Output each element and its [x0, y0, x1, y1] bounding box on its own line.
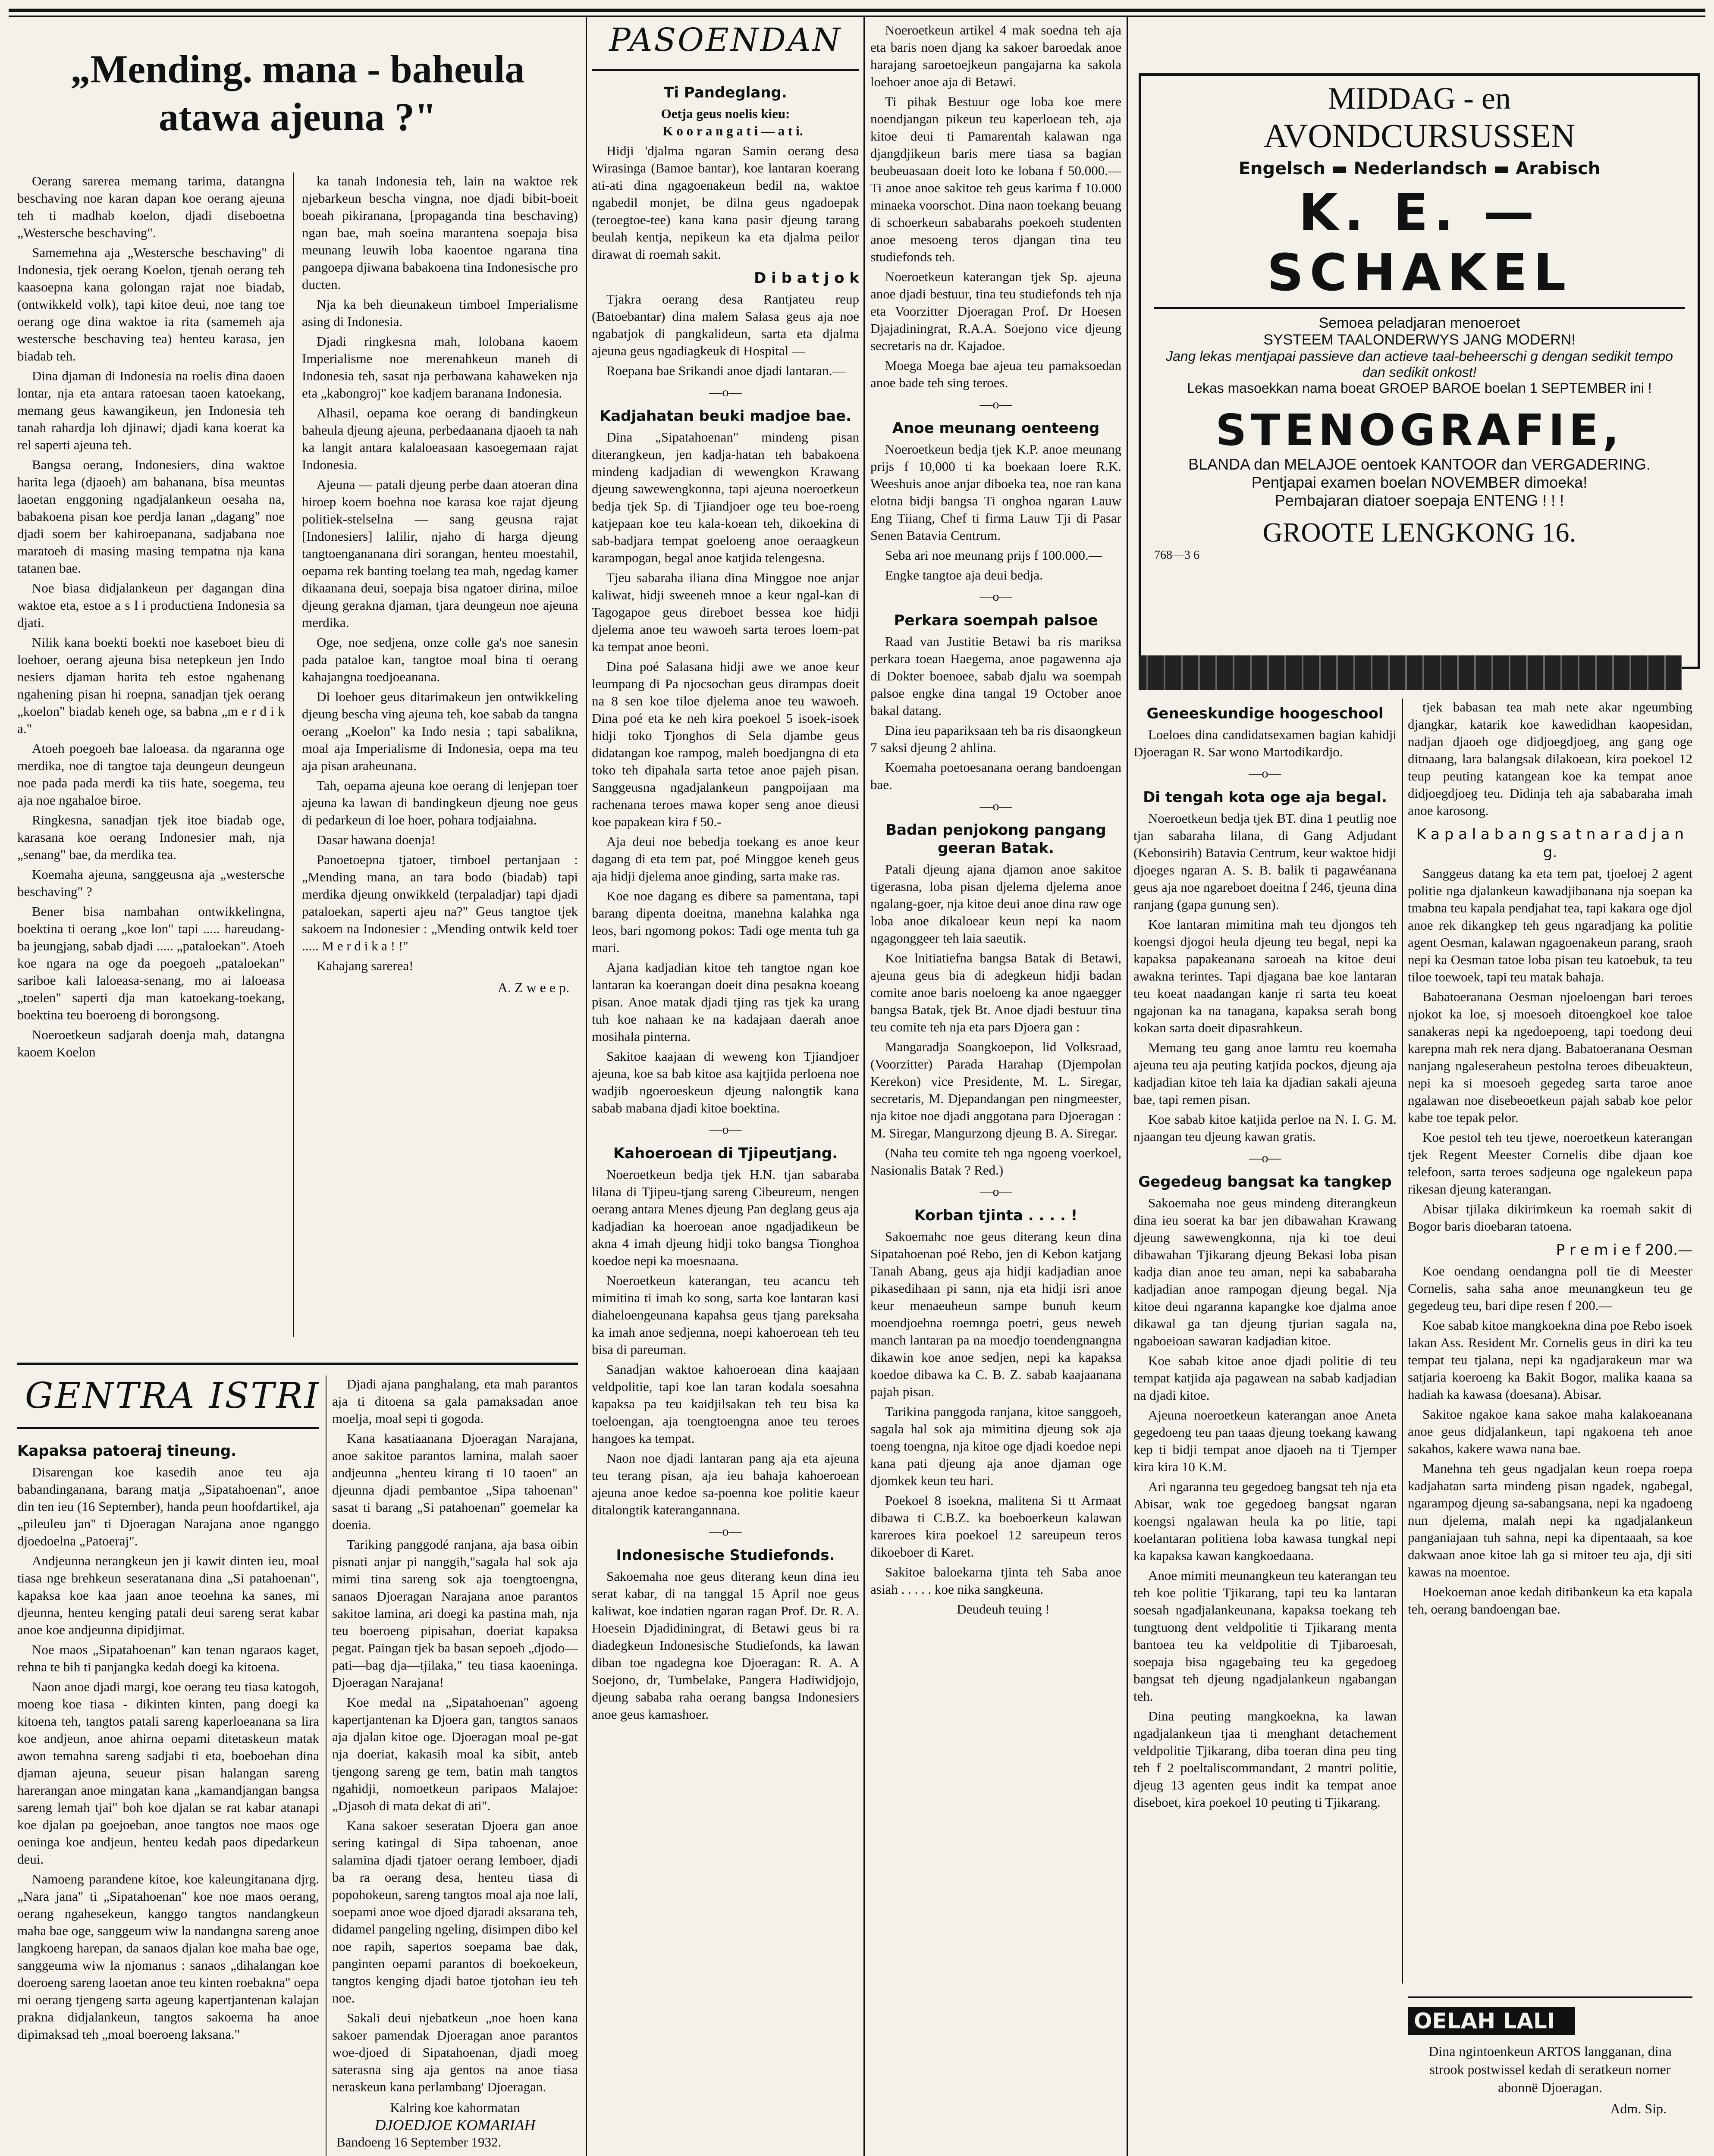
main-article-col1: [17, 172, 285, 1354]
col4-left: [1133, 699, 1397, 2156]
article-author: A. Z w e e p.: [497, 980, 569, 995]
paragraph: Noe maos „Sipatahoenan" kan tenan ngaraos kaget, rehna te bih ti panjangka kedah doegi ka kitoena.: [17, 1642, 319, 1674]
paragraph: Patali djeung ajana djamon anoe sakitoe tigerasna, loba pisan djelema djelema anoe ngalang-goer, nja kitoe deui anoe dina raw oge loba anoe dikaloear keun nepi ka naom ngagonggeer teh laia saeutik.: [870, 862, 1121, 946]
separator: —o—: [979, 397, 1012, 411]
gentra-author: DJOEDJOE KOMARIAH: [374, 2116, 536, 2134]
paragraph: (Naha teu comite teh nga ngoeng voerkoel, Nasionalis Batak ? Red.): [870, 1145, 1121, 1178]
paragraph: Anoe mimiti meunangkeun teu katerangan teu teh koe politie Tjikarang, tapi teu ka lantaran soesah ngadjalankeunana, kapaksa toekang teh tungtuong dent veldpolitie ti Tjikarang menta bantoea teu ka veldpolitie di Tjibaroesah, soepaja bisa ngagebaing teu ka gegedoeg bangsat teh djeung ngadjalankeun ngabangan teh.: [1133, 1568, 1397, 1704]
article-headline: Gegedeug bangsat ka tangkep: [1138, 1173, 1392, 1191]
paragraph: Oerang sarerea memang tarima, datangna beschaving noe karan dapan koe oerang ajeuna teh ti madhab koelon, djadi diseboetna „Westersche beschaving".: [17, 173, 285, 240]
gentra-date: Bandoeng 16 September 1932.: [336, 2134, 502, 2150]
paragraph: Dina peuting mangkoekna, ka lawan ngadjalankeun tjaa ti menghant detachement veldpolitie Tjikarang, diba toeran dina peu ting teh f 2 poeltaliscommandant, 2 mantri politie, djeug 13 agenten geus indit ka tempat anoe diseboet, kira poekoel 10 peuting ti Tjikarang.: [1133, 1708, 1397, 1810]
paragraph: Tjakra oerang desa Rantjateu reup (Batoebantar) dina malem Salasa geus aja noe ngabatjok di pangkalideun, sarta eta djalma ajeuna geus ngadiagkeuk di Hospital —: [592, 291, 859, 358]
ad-lang: Arabisch: [1516, 159, 1601, 179]
paragraph: Dina „Sipatahoenan" mindeng pisan diterangkeun, jen kadja-hatan teh babakoena mindeng kadjadian di wewengkon Krawang djeung sawewengkonna, tapi ajeuna noeroetkeun bedja tjek Sp. di Tjiandjoer oge teu boe-roeng katjepaan koe teu kala-koean teh, dikoekina di sab-badjara tempat goeloeng anoe oeraagkeun karampogan, begal anoe katjida telengesna.: [592, 429, 859, 565]
ad-bullet: ▬: [1493, 159, 1516, 179]
article-title-line2: atawa ajeuna ?": [159, 95, 436, 139]
paragraph: Naon anoe djadi margi, koe oerang teu tiasa katogoh, moeng koe tiasa - dikinten kinten, pang doegi ka kitoena teh, tangtos patali sareng kaperloeanana sa lira koe andjeun, anoe ahirna oepami ditetaskeun matak awon temahna sareng sadjabi ti eta, boeboehan dina djaman ajeuna, seueur pisan halangan sareng harerangan anoe mingatan kana „kamandjangan bangsa sareng lemah tjai" boh koe djalan se rat kabar atanapi koe djalan pa goejoeban, anoe tangtos noe maos oge oeninga koe andjeun, henteu kedah paos dipedarkeun deui.: [17, 1679, 319, 1867]
paragraph: Seba ari noe meunang prijs f 100.000.—: [885, 548, 1102, 563]
paragraph: Ajeuna noeroetkeun katerangan anoe Aneta gegedoeng teu pan taaas djeung toekang kawang kep ti bidji tempat anoe djaoeh na ti Tjemper kira kira 10 K.M.: [1133, 1407, 1397, 1474]
column-divider: [586, 17, 587, 2156]
ad-line: Lekas masoekkan nama boeat GROEP BAROE boelan 1 SEPTEMBER ini !: [1187, 380, 1652, 396]
article-headline: Kadjahatan beuki madjoe bae.: [599, 407, 852, 425]
paragraph: Tah, oepama ajeuna koe oerang di lenjepan toer ajeuna ka lawan di bandingkeun djeung noe geus di pedarkeun di loe hoer, pohara todjaiahna.: [302, 778, 578, 827]
oelah-lali-notice: [1408, 1996, 1692, 2156]
pasoendan-section-title: PASOENDAN: [609, 22, 842, 59]
paragraph: Deudeuh teuing !: [957, 1601, 1050, 1617]
paragraph: Koe sabab kitoe katjida perloe na N. I. G. M. njaangan teu djeung kawan gratis.: [1133, 1112, 1397, 1144]
ad-brand: K. E. — SCHAKEL: [1267, 182, 1572, 302]
paragraph: Koe medal na „Sipatahoenan" agoeng kapertjantenan ka Djoera gan, tangtos sanaos aja djalan kitoe oge. Djoeragan moal pe-gat nja doeriat, kakasih moal ka sibit, anteb tjengong sareng ge tem, batin mah tangtos ngahidji, nomoetkeun paripaos Malajoe: „Djasoh di mata dekat di ati".: [332, 1695, 578, 1813]
paragraph: Noeroetkeun sadjarah doenja mah, datangna kaoem Koelon: [17, 1027, 285, 1059]
article-headline: Geneeskundige hoogeschool: [1146, 705, 1384, 722]
paragraph: Hoekoeman anoe kedah ditibankeun ka eta kapala teh, oerang bandoengan bae.: [1408, 1584, 1692, 1617]
paragraph: Namoeng parandene kitoe, koe kaleungitanana djrg. „Nara jana" ti „Sipatahoenan" koe noe maos oerang, oerang ngahesekeun, kanggo tangtos nandangkeun maha bae oge, sanggeum wiw la nandangna sareng anoe langkoeng harepan, da sanaos djalan koe maha bae oge, sanggeuma wiw la njomanus : sanaos „dihalangan koe doeroeng sareng laoetan anoe teu kinten roebakna" oepa mi oerang tjengeng sarta ageung kapertjantenan kalajan prakna didjalankeun, tangtos sakoema ha anoe dipimaksad teh „moal boeroeng laksana.": [17, 1871, 319, 2042]
paragraph: Noeroetkeun katerangan tjek Sp. ajeuna anoe djadi bestuur, tina teu studiefonds teh nja eta Voorzitter Djoeragan Prof. Dr Hoesen Djajadiningrat, R.A.A. Soejono vice djeung secretaris na dr. Kajadoe.: [870, 269, 1121, 353]
paragraph: Noe biasa didjalankeun per dagangan dina waktoe eta, estoe a s l i productiena Indonesia sa djati.: [17, 580, 285, 630]
paragraph: Sanggeus datang ka eta tem pat, tjoeloej 2 agent politie nga djalankeun kawadjibanana nja soepan ka tmabna teu kapala pendjahat tea, tapi kakara oge djol anoe rek dikangkep teh geus ngaradjang ka politie agent Oesman, kalawan ngagoenakeun parang, sraoh nepi ka Oesman tatoe loba pisan teu katoebuk, ta teu tiloe toewoek, tapi teu matak bahaja.: [1408, 866, 1692, 984]
advertisement-schakel: [1139, 73, 1700, 669]
paragraph: ka tanah Indonesia teh, lain na waktoe rek njebarkeun bescha vingna, noe djadi bibit-boeit boeah pikiranana, [propaganda tina beschaving) ngan bae, mah soeina marantena soepaja bisa meunang leuwih loba kaoentoe ngarana tina pangoepa djiwana babakoena tina Indonesische pro ducten.: [302, 173, 578, 292]
article-headline: K a p a l a b a n g s a t n a r a d j a n g.: [1416, 826, 1684, 861]
paragraph: Djadi ajana panghalang, eta mah parantos aja ti ditoena sa gala pamaksadan anoe moelja, moal sepi ti gogoda.: [332, 1376, 578, 1426]
separator: —o—: [979, 799, 1012, 813]
ad-line: Jang lekas mentjapai passieve dan actieve taal-beheerschi g dengan sedikit tempo dan sedikit onkost!: [1166, 348, 1673, 380]
article-column-rule: [293, 172, 294, 1337]
article-headline: Kahoeroean di Tjipeutjang.: [613, 1145, 838, 1162]
separator: —o—: [1249, 766, 1281, 780]
paragraph: K o o r a n g a t i — a t i.: [662, 123, 803, 138]
paragraph: Abisar tjilaka dikirimkeun ka roemah sakit di Bogor baris dioebaran tatoena.: [1408, 1201, 1692, 1234]
paragraph: Samemehna aja „Westersche beschaving" di Indonesia, tjek oerang Koelon, tjenah oerang teh kaasoepna kana golongan rajat noe biadab, (ontwikkeld volk), tapi kitoe deui, noe tang toe oerang oge dina waktoe ia rita (samemeh aja westersche beschaving tea) henteu karasa, jen biadab teh.: [17, 245, 285, 364]
paragraph: Koe sabab kitoe mangkoekna dina poe Rebo isoek lakan Ass. Resident Mr. Cornelis geus in diri ka teu tempat teu tjalana, nepi ka ngadjarakeun mar wa satjaria koeroeng ka Bakit Bogor, malika kaana sa hadiah ka kawasa (doesana). Abisar.: [1408, 1318, 1692, 1402]
separator: —o—: [1249, 1151, 1281, 1165]
ad-lang: Nederlandsch: [1353, 159, 1488, 179]
article-subhead: Oetja geus noelis kieu:: [661, 106, 790, 121]
paragraph: Manehna teh geus ngadjalan keun roepa roepa kadjahatan sarta mindeng pisan ngadek, ngabegal, ngarampog djeung sa-sabangsana, nepi ka ngadoeng nun djelema, malah nepi ka ngadjalankeun panganiajaan tuh sahna, nepi ka dipentaaah, sa koe dakwaan anoe kitoe lah ga si mitoer teu aja, dji siti kawas na moentoe.: [1408, 1461, 1692, 1579]
column-divider: [1402, 699, 1403, 1984]
ad-address: GROOTE LENGKONG 16.: [1262, 517, 1576, 548]
paragraph: Koe oendang oendangna poll tie di Meester Cornelis, saha saha anoe meunangkeun teu ge gegedeug teu, bari dipe resen f 200.—: [1408, 1263, 1692, 1313]
paragraph: Noeroetkeun bedja tjek H.N. tjan sabaraba lilana di Tjipeu-tjang sareng Cibeureum, nengen oerang antara Menes djeung Pan deglang geus aja kadjadian ka hoeroean anoe ngadjadikeun be akna 4 imah djeung hidji toko bangsa Tionghoa koedoe nepi ka moesnaana.: [592, 1167, 859, 1268]
paragraph: Oge, noe sedjena, onze colle ga's noe sanesin pada pataloe kan, tangtoe moal bina ti oerang kahajangna toedjoeanana.: [302, 635, 578, 684]
paragraph: Nilik kana boekti boekti noe kaseboet bieu di loehoer, oerang ajeuna bisa netepkeun jen Indo nesiers djaman harita teh estoe ngahenang ngahening pisan hi roepna, sanadjan tjek oerang „koelon" biadab keneh oge, sa babna „m e r d i k a.": [17, 635, 285, 736]
paragraph: Koe noe dagang es dibere sa pamentana, tapi barang dipenta doeitna, manehna kalahka nga leos, bari ngomong pokos: Tadi oge menta tuh ga mari.: [592, 888, 859, 955]
ad-steno: STENOGRAFIE,: [1215, 405, 1623, 455]
article-title-line1: „Mending. mana - baheula: [70, 47, 525, 91]
ad-line: Semoea peladjaran menoeroet: [1318, 315, 1520, 331]
paragraph: Memang teu gang anoe lamtu reu koemaha ajeuna teu aja peuting katjida pockos, djeung aja kadjadian kitoe teh laia ka djadian sakali ajeuna bae, tapi remen pisan.: [1133, 1040, 1397, 1107]
paragraph: Sakitoe baloekarna tjinta teh Saba anoe asiah . . . . . koe nika sangkeuna.: [870, 1564, 1121, 1597]
paragraph: Sakoemaha noe geus mindeng diterangkeun dina ieu soerat ka bar jen dibawahan Krawang djeung sawewengkonna, nja ki toe deui dibawahan Tjikarang djeung Bekasi loba pisan kadja dian anoe teu aman, nepi ka sababaraha kadjadian anoe rampogan djeung begal. Nja kitoe deui ngaranna kapangke koe djalma anoe dikawal ga tan djeung tjurian sagala na, ngaboeioan sawaran kadjadian kitoe.: [1133, 1195, 1397, 1348]
paragraph: Andjeunna nerangkeun jen ji kawit dinten ieu, moal tiasa nge brehkeun seseratanana dina „Si patahoenan", kapaksa koe kaa jaan anoe teoehna ka sanes, mi djeunna, henteu kenging patali deui sareng serat kabar anoe koe andjeunna dipidjimat.: [17, 1553, 319, 1637]
ad-line: SYSTEEM TAALONDERWYS JANG MODERN!: [1263, 332, 1576, 348]
article-headline: Indonesische Studiefonds.: [616, 1547, 835, 1564]
paragraph: Kana sakoer seseratan Djoera gan anoe sering katingal di Sipa tahoenan, anoe salamina djadi tjatoer oerang lemboer, djadi ba ra oerang desa, henteu tiasa di popohokeun, sareng tangtos moal aja noe lali, soepami anoe woe djoed djaradi aksarana teh, didamel pangeling ngeling, disimpen dibo kel noe rapih, sapertos soepama bae dak, panginten oepami parantos di boekoekeun, tangtos kenging djadi batoe tjotohan ieu teh noe.: [332, 1818, 578, 2006]
paragraph: Tjeu sabaraha iliana dina Minggoe noe anjar kaliwat, hidji sweeneh mnoe a keur ngal-kan di Tagogapoe geus direboet bessea koe hidji djelema anoe teu wawoeh sarta teroes loem-pat ka tempat anoe beoni.: [592, 570, 859, 654]
col4-right: [1408, 699, 1692, 1984]
section-rule: [17, 1427, 319, 1429]
paragraph: Naon noe djadi lantaran pang aja eta ajeuna teu terang pisan, aja ieu bahaja kahoeroean ajeuna anoe kedoe sa-poenna koe politie kaeur ditalongtik katerangannana.: [592, 1451, 859, 1517]
paragraph: Dasar hawana doenja!: [317, 832, 436, 847]
gentra-col1: [17, 1436, 319, 2156]
ad-code: 768—3 6: [1154, 548, 1199, 562]
ad-line: AVONDCURSUSSEN: [1263, 117, 1576, 154]
paragraph: Aja deui noe bebedja toekang es anoe keur dagang di eta tem pat, poé Minggoe keneh geus aja hidji djelema anoe ginding, sarta make ras.: [592, 834, 859, 884]
paragraph: Engke tangtoe aja deui bedja.: [885, 567, 1043, 583]
paragraph: Noeroetkeun katerangan, teu acancu teh mimitina ti imah ko song, sarta koe lantaran kasi diaheloengeunana kapahsa geus tjang pareksaha ka imah anoe sedjenna, noepi kahoeroean teh teu bisa di pareuman.: [592, 1273, 859, 1357]
paragraph: Koemaha ajeuna, sanggeusna aja „westersche beschaving" ?: [17, 867, 285, 899]
article-headline: Korban tjinta . . . . !: [914, 1207, 1078, 1224]
gentra-col2: [332, 1376, 578, 2156]
section-rule: [17, 1363, 578, 1365]
paragraph: Koe sabab kitoe anoe djadi politie di teu tempat katjida aja pagawean na sabab kadjadian na djadi kitoe.: [1133, 1353, 1397, 1403]
paragraph: Sanadjan waktoe kahoeroean dina kaajaan veldpolitie, tapi koe lan taran kodala soesahna kapaksa pa teu kaidjilsakan teh teu bisa ka toeloengan, aja toengtoengna anoe teu teroes hangoes ka tempat.: [592, 1362, 859, 1446]
article-headline: D i b a t j o k: [754, 270, 859, 287]
ad-decor-bar: [1139, 655, 1682, 690]
paragraph: Hidji 'djalma ngaran Samin oerang desa Wirasinga (Bamoe bantar), koe lantaran koerang ati-ati dina ngagoenakeun bedil na, waktoe ngabedil monjet, be dilna geus ngadoepak (teroegtoe-tee) kana kana pasir djeung tarang beulah kentja, nepikeun ka eta djalma peilor dirawat di roemah sakit.: [592, 143, 859, 262]
oelah-text: Dina ngintoenkeun ARTOS langganan, dina strook postwissel kedah di seratkeun nomer abonnë Djoeragan.: [1428, 2043, 1672, 2095]
column-divider: [863, 17, 865, 2156]
paragraph: Dina ieu papariksaan teh ba ris disaongkeun 7 saksi djeung 2 ahlina.: [870, 723, 1121, 755]
pasoendan-col1: [592, 78, 859, 2156]
top-rule-thin: [9, 16, 1705, 17]
paragraph: Dina djaman di Indonesia na roelis dina daoen lontar, nja eta antara ratoesan taoen katoekang, memang geus kawangikeun, jen Indonesia teh tanah rahardja loh djinawi; djadi kana koerat ka rel saperti ajeuna teh.: [17, 368, 285, 452]
article-headline: Anoe meunang oenteeng: [892, 420, 1100, 437]
gentra-headline: Kapaksa patoeraj tineung.: [17, 1442, 237, 1460]
paragraph: Alhasil, oepama koe oerang di bandingkeun baheula djeung ajeuna, perbedaanana djaoeh ta nah ka langit antara kalaloeasaan kasoegemaan rajat Indonesia.: [302, 405, 578, 472]
ad-line: Pembajaran diatoer soepaja ENTENG ! ! !: [1275, 492, 1564, 509]
paragraph: Nja ka beh dieunakeun timboel Imperialisme asing di Indonesia.: [302, 297, 578, 329]
separator: —o—: [709, 385, 742, 399]
paragraph: Roepana bae Srikandi anoe djadi lantaran.—: [606, 363, 846, 378]
paragraph: Noeroetkeun artikel 4 mak soedna teh aja eta baris noen djang ka sakoer baroedak anoe harajang saroetoejkeun pangajarna ka sakola loehoer anoe aja di Betawi.: [870, 22, 1121, 89]
gentra-section-title: GENTRA ISTRI: [25, 1376, 320, 1416]
ad-line: Pentjapai examen boelan NOVEMBER dimoeka!: [1251, 473, 1588, 491]
paragraph: Atoeh poegoeh bae laloeasa. da ngaranna oge merdika, noe di tangtoe taja deungeun deungeun noe pada pada merdi ka tiis hate, soegema, teu aja noe ngahaloe biroe.: [17, 741, 285, 808]
paragraph: Dina poé Salasana hidji awe we anoe keur leumpang di Pa njocsochan geus dirampas doeit na 8 sen koe tiloe djelema anoe teu wawoeh. Dina poé eta ke neh kira poekoel 5 isoek-isoek hidji toko Tjonghos di Sela djambe geus didatangan koe rampog, maleh boedjangna di eta toko teh dipahala sarta tetoe anoe pajeh pisan. Sanggeusna ngadjalankeun pangpoijaan ma rachenana teroes mawa koper seng anoe dieusi koe papakean kira f 50.-: [592, 659, 859, 829]
paragraph: Djadi ringkesna mah, lolobana kaoem Imperialisme noe merenahkeun maneh di Indonesia teh, sasat nja perbawana kahaweken nja eta „kabongroj" koe kadjem baranana Indonesia.: [302, 334, 578, 401]
paragraph: Sakitoe ngakoe kana sakoe maha kalakoeanana anoe geus didjalankeun, tapi ngakoena teh anoe sakahos, kakere wawa nana bae.: [1408, 1407, 1692, 1456]
ad-rule: [1154, 307, 1685, 309]
paragraph: Sakali deui njebatkeun „noe hoen kana sakoer pamendak Djoeragan anoe parantos woe-djoed di Sipatahoenan, djadi moeg saterasna sing aja gentos na anoe tiasa neraskeun kana perlambang' Djoeragan.: [332, 2010, 578, 2094]
paragraph: Bangsa oerang, Indonesiers, dina waktoe harita lega (djaoeh) am bahanana, bisa meuntas laoetan enggoning ngadjalankeun oesaha na, babakoena pisan koe perdja lanan „dagang" noe djadi soem ber kahiroepanana, sadjabana noe maratoeh di masing masing tempatna nja kana tatanen bae.: [17, 457, 285, 576]
paragraph: Tarikina panggoda ranjana, kitoe sanggoeh, sagala hal sok aja mimitina djeung sok aja toeng toengna, nja kitoe oge djadi koedoe nepi kana pati djeung aja anoe djaman oge djomkek keun teu hari.: [870, 1404, 1121, 1488]
oelah-title: OELAH LALI: [1408, 2007, 1575, 2035]
paragraph: Poekoel 8 isoekna, malitena Si tt Armaat dibawa ti C.B.Z. ka boeboerkeun kalawan kareroes kira poekoel 12 sareupeun teros dikoeboer di Karet.: [870, 1493, 1121, 1560]
paragraph: Noeroetkeun bedja tjek K.P. anoe meunang prijs f 10,000 ti ka boekaan loere R.K. Weeshuis anoe anjar diboeka tea, noe ran kana elotna bidji bangsa Ti onghoa ngaran Lauw Eng Tiiang, Chef ti firma Lauw Tji di Pasar Senen Batavia Centrum.: [870, 442, 1121, 543]
section-rule: [592, 69, 859, 71]
paragraph: Moega Moega bae ajeua teu pamaksoedan anoe bade teh sing teroes.: [870, 358, 1121, 390]
article-headline: Di tengah kota oge aja begal.: [1143, 789, 1387, 806]
separator: —o—: [709, 1524, 742, 1539]
paragraph: Ajeuna — patali djeung perbe daan atoeran dina hiroep koem boehna noe karasa koe rajat djeung politiek-stelselna — sang geusna rajat [Indonesiers] lalilir, njaho di harga djeung tangtoengananana diri sorangan, henteu moestahil, oepama rek banting toelang tea mah, ngedag kamer dikaanana deui, soepaja bisa ngatoer dirina, miloe djeung gerakna djaman, tjara deungeun noe ajeuna merdika.: [302, 477, 578, 630]
ad-line: BLANDA dan MELAJOE oentoek KANTOOR dan VERGADERING.: [1188, 455, 1651, 473]
paragraph: Kahajang sarerea!: [317, 958, 414, 973]
paragraph: Ti pihak Bestuur oge loba koe mere noendjangan pikeun teu kaperloean teh, aja kitoe deui ti Pamarentah kalawan nga djangdjikeun baris mere tiasa sa bagian beubeuasaan doeit loto ke lobana f 50.000.— Ti anoe anoe sakitoe teh geus karima f 10.000 minaeka voorschot. Dina naon toekang beuang di schoerkeun sababarahs poekoeh studenten anoe mesoeng teros djangan tina teu studiefonds teh.: [870, 94, 1121, 264]
paragraph: Loeloes dina candidatsexamen bagian kahidji Djoeragan R. Sar wono Martodikardjo.: [1133, 727, 1397, 759]
paragraph: Panoetoepna tjatoer, timboel pertanjaan : „Mending mana, an tara bodo (biadab) tapi merdika djeung onwikkeld (terpaladjar) tapi djadi pataloekan, saperti ajeu na?" Geus tangtoe tjek sakoem na Indonesier : „Mending ontwik keld toer ..... M e r d i k a ! !": [302, 852, 578, 953]
paragraph: Babatoeranana Oesman njoeloengan bari teroes njokot ka loe, sj moesoeh ditoengkoel koe taloe sanakeras nepi ka ngedoepoeng, tapi toedong deui karepna mah rek nera djang. Babatoeranana Oesman nanjang ngaleseraheun pestolna teroes dibeuakteun, nepi ka si moesoeh gegedeg sarta taroe anoe ngalawan noe disebeoetkeun pajah sabab koe pelor kabe toe tepak pelor.: [1408, 989, 1692, 1125]
paragraph: Raad van Justitie Betawi ba ris mariksa perkara toean Haegema, anoe pagawenna aja di Dokter boenoee, sabab djalu wa soempah palsoe engke dina tangal 19 October anoe bakal datang.: [870, 634, 1121, 718]
paragraph: Sakitoe kaajaan di weweng kon Tjiandjoer ajeuna, koe sa bab kitoe asa kajtjida perloena noe wadjib ngoeroeskeun djeung nalongtik kana sabab mabana djadi kitoe boektina.: [592, 1049, 859, 1116]
paragraph: tjek babasan tea mah nete akar ngeumbing djangkar, katarik koe kawedidhan kaopesidan, nadjan djaoeh oge didjoegdjoeg, ang gang oge ditnaang, lara balangsak dilakoean, kira poekoel 12 teup peuting katangean koe ka tempat anoe didjoegdjoeg teu. Didinja teh aja sababaraha imah anoe karosong.: [1408, 699, 1692, 818]
paragraph: Bener bisa nambahan ontwikkelingna, boektina ti oerang „koe lon" tapi ..... hareudang-ba jeungjang, sabab djadi ..... „pataloekan". Atoeh koe ngara na oge da poegoeh „pataloekan" sariboe kali laloeasa-senang, mo ai laloeasa „toelen" saperti dja man katoekang-toekang, boektina teu boeroeng di borongsong.: [17, 904, 285, 1022]
paragraph: Noeroetkeun bedja tjek BT. dina 1 peutlig noe tjan sabaraha lilana, di Gang Adjudant (Kebonsirih) Batavia Centrum, keur waktoe hidji djoeges ngaran A. S. B. balik ti pagawéanana geus aja noe ngareboet doeitna f 246, tjeuna dina ranjang (gapa gunung sen).: [1133, 811, 1397, 912]
article-headline: Ti Pandeglang.: [664, 84, 787, 101]
paragraph: Tariking panggodé ranjana, aja basa oibin pisnati anjar pi nanggih,"sagala hal sok aja mimi tina sareng sok aja toengtoengna, sanaos Djoeragan Narajana anoe parantos sakitoe lamina, ari doegi ka pastina mah, nja teu boeroeng pipisahan, doeriat kapaksa pegat. Paingan tjek ba basan sepoeh „djodo—pati—bag dja—tjilaka," teu tiasa kaoeninga. Djoeragan Narajana!: [332, 1537, 578, 1690]
separator: —o—: [709, 1122, 742, 1137]
paragraph: Ari ngaranna teu gegedoeg bangsat teh nja eta Abisar, wak toe gegedoeg bangsat ngaran koengsi ngalawan heula ka po litie, tapi koelantaran politiena loba kawasa tungkal nepi ka kapaksa kawan kangkoedaana.: [1133, 1479, 1397, 1563]
paragraph: Ajana kadjadian kitoe teh tangtoe ngan koe lantaran ka koerangan doeit dina pesakna koeang pisan. Anoe matak djadi tjing ras tjek ka urang tuh koe nahaan ke na kadajaan daerah anoe mosihala pinterna.: [592, 960, 859, 1044]
main-article-col2: [302, 172, 578, 1354]
paragraph: Mangaradja Soangkoepon, lid Volksraad, (Voorzitter) Parada Harahap (Djempolan Kerekon) vice Presidente, M. L. Siregar, secretaris, M. Djepandangan pen ningmeester, nja kitoe noe djadi anggotana para Djoeragan : M. Siregar, Mangurzong djeung B. A. Siregar.: [870, 1039, 1121, 1141]
paragraph: Ringkesna, sanadjan tjek itoe biadab oge, karasana koe oerang Indonesier mah, nja „senang" bae, da merdika tea.: [17, 812, 285, 862]
article-headline: Badan penjokong pangang geeran Batak.: [885, 821, 1106, 857]
paragraph: Kana kasatiaanana Djoeragan Narajana, anoe sakitoe parantos lamina, malah saoer andjeunna „henteu kirang ti 10 taoen" an djeunna djadi pembantoe „Sipa tahoenan" sasat ti barang „Si patahoenan" goemelar ka doenia.: [332, 1431, 578, 1532]
paragraph: Di loehoer geus ditarimakeun jen ontwikkeling djeung bescha ving ajeuna teh, koe sabab da tangna oerang „Koelon" ka Indo nesia ; tapi sabalikna, moal aja Imperialisme di Indonesia, oepa ma teu aja pisan araheunana.: [302, 689, 578, 773]
paragraph: Koe pestol teh teu tjewe, noeroetkeun katerangan tjek Regent Meester Cornelis dibe djaan koe telefoon, sarta teroes sadjeuna oge ngalekeun papa rikesan djeung katerangan.: [1408, 1130, 1692, 1197]
article-headline: Perkara soempah palsoe: [894, 612, 1098, 629]
gentra-closing: Kalring koe kahormatan: [390, 2100, 520, 2115]
paragraph: Koe lantaran mimitina mah teu djongos teh koengsi djogoi heula djeung teu begal, nepi ka kapaksa papakeanana saroeah na kitoe deui awakna terintes. Tapi djagana bae koe lantaran teu koeat naadangan kanje ri sarta teu koeat ngajonan ka na tanagana, kapaksa serah bong kokan sarta doeit dipasrahkeun.: [1133, 917, 1397, 1035]
separator: —o—: [979, 1185, 1012, 1199]
ad-languages: [1154, 159, 1685, 179]
paragraph: Sakoemahc noe geus diterang keun dina Sipatahoenan poé Rebo, jen di Kebon katjang Tanah Abang, geus aja hidji kadjadian anoe pikasedihaan pi sann, nja eta hidji isri anoe keur menaeuheun sampe bunuh keum moendjoehna roemnga poetri, geus neweh manch lantaran pa na moedjo toendengnangna dikawin koe anoe sedjen, nepi ka kapaksa koedoe dibawa ka C. B. Z. sabab kaajaanana pajah pisan.: [870, 1229, 1121, 1399]
oelah-signature: Adm. Sip.: [1610, 2101, 1667, 2116]
article-headline: P r e m i e f 200.—: [1556, 1241, 1692, 1259]
paragraph: Koe lnitiatiefna bangsa Batak di Betawi, ajeuna geus bia di adegkeun hidji badan comite anoe baris noeloeng ka anoe ngaegger bangsa Batak, tjek Bt. Anoe djadi bestuur tina teu comite teh nja eta pars Djoera gan :: [870, 950, 1121, 1034]
paragraph: Disarengan koe kasedih anoe teu aja babandinganana, barang matja „Sipatahoenan", anoe din ten ieu (16 September), handa peun hoofdartikel, aja „pileuleu jan" ti Djoeragan Narajana anoe nganggo djoedoelna „Patoeraj".: [17, 1464, 319, 1548]
column-divider: [1127, 17, 1128, 2156]
pasoendan-col2: [870, 22, 1121, 2156]
ad-lang: Engelsch: [1238, 159, 1326, 179]
paragraph: Koemaha poetoesanana oerang bandoengan bae.: [870, 760, 1121, 792]
ad-bullet: ▬: [1331, 159, 1354, 179]
separator: —o—: [979, 589, 1012, 604]
ad-line: MIDDAG - en: [1328, 81, 1511, 116]
paragraph: Sakoemaha noe geus diterang keun dina ieu serat kabar, di na tanggal 15 April noe geus kaliwat, koe indatien ngaran ragan Prof. Dr. R. A. Hoesein Djadidiningrat, di Betawi geus bi ra diadegkeun Indonesische Studiefonds, ka lawan diban toe ngadegna koe Djoeragan: R. A. A Soejono, dr, Tumbelake, Pangera Hadiwidjojo, djeung sababa raha oerang bangsa Indonesiers anoe geus kamashoer.: [592, 1569, 859, 1722]
top-rule: [9, 9, 1705, 12]
